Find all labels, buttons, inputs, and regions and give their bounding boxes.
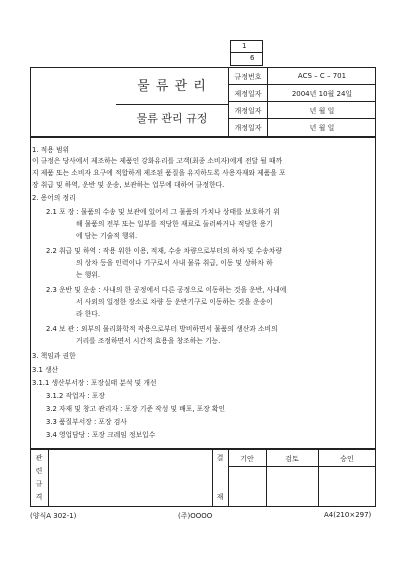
responsibility-line: 3.3 품질부서장 : 포장 검사 — [46, 418, 127, 426]
section-heading: 1. 적용 범위 — [32, 146, 70, 154]
regulation-number: ACS – C – 701 — [297, 72, 347, 80]
revised-date-2: 년 월 일 — [309, 124, 335, 132]
paragraph-line: 지 제품 또는 소비자 요구에 적합하게 제조된 품질을 유지하도록 사용자재와 제품을 포 — [32, 169, 286, 177]
responsibility-line: 3.2 자재 및 창고 관리자 : 포장 기준 작성 및 배포, 포장 확인 — [46, 405, 226, 413]
approval-label-bottom: 재 — [216, 493, 224, 501]
related-spec-char: 격 — [35, 493, 43, 501]
responsibility-line: 3.1.1 생산부서장 : 포장실태 분석 및 개선 — [32, 379, 157, 387]
definition-line: 2.2 취급 및 하역 : 작용 위한 이용, 적재, 수송 차량으로부터의 하차 및 수송차량 — [46, 247, 282, 255]
responsibility-line: 3.4 영업담당 : 포장 크레임 정보입수 — [46, 431, 156, 439]
document-title: 물 류 관 리 — [137, 79, 207, 94]
definition-line: 2.4 보 관 : 외부의 물리화학적 작용으로부터 방비하면서 물품의 생산과 소비의 — [46, 325, 278, 333]
definition-line: 2.3 운반 및 운송 : 사내의 한 공정에서 다른 공정으로 이동하는 것을 운반, 사내에 — [46, 286, 287, 294]
definition-line: 는 행위. — [76, 271, 101, 279]
definition-line: 라 한다. — [76, 310, 101, 318]
col-review: 검토 — [285, 455, 299, 463]
section-heading: 2. 용어의 정리 — [32, 194, 76, 202]
definition-line: 에 담는 기술적 행위. — [76, 232, 138, 240]
revised-date-1: 년 월 일 — [309, 107, 335, 115]
col-approve: 승인 — [340, 455, 354, 463]
document-subtitle: 물류 관리 규정 — [136, 112, 208, 125]
label-revised-date-1: 개정일자 — [234, 107, 262, 115]
responsibility-line: 3.1.2 작업자 : 포장 — [46, 392, 105, 400]
definition-line: 2.1 포 장 : 물품의 수송 및 보관에 있어서 그 물품의 가치나 상태를 보호하기 위 — [46, 208, 280, 216]
paragraph-line: 장 취급 및 하역, 운반 및 운송, 보관하는 업무에 대하여 규정한다. — [32, 181, 225, 189]
definition-line: 거리를 조정하면서 시간적 효용을 창조하는 기능. — [76, 337, 221, 345]
definition-line: 해 물품의 전부 또는 일부를 적당한 재료로 둘러싸거나 적당한 용기 — [76, 220, 273, 228]
company-name: (주)OOOO — [178, 512, 213, 520]
related-spec-char: 련 — [35, 467, 43, 475]
form-number: (양식A 302-1) — [30, 512, 77, 520]
label-revised-date-2: 개정일자 — [234, 124, 262, 132]
label-regulation-number: 규정번호 — [234, 73, 262, 81]
responsibility-line: 3.1 생산 — [32, 366, 59, 374]
definition-line: 의 상차 등을 인력이나 기구로서 사내 물류 취급, 이동 및 상하차 하 — [76, 259, 273, 267]
approval-label-top: 결 — [216, 454, 224, 462]
page-current: 1 — [242, 42, 247, 50]
label-established-date: 제정일자 — [234, 90, 262, 98]
section-heading: 3. 책임과 권한 — [32, 352, 76, 360]
page-number-box — [230, 40, 263, 66]
col-draft: 기안 — [240, 455, 254, 463]
paper-size: A4(210×297) — [324, 511, 372, 519]
related-spec-char: 관 — [35, 454, 43, 462]
page-total: 6 — [250, 54, 255, 62]
related-spec-char: 규 — [35, 480, 43, 488]
established-date: 2004년 10월 24일 — [291, 90, 353, 98]
paragraph-line: 이 규정은 당사에서 제조하는 제품인 강화유리를 고객(최종 소비자)에게 전달 될 때까 — [32, 157, 283, 165]
definition-line: 서 사외의 일정한 장소로 차량 등 운반기구로 이동하는 것을 운송이 — [76, 298, 273, 306]
